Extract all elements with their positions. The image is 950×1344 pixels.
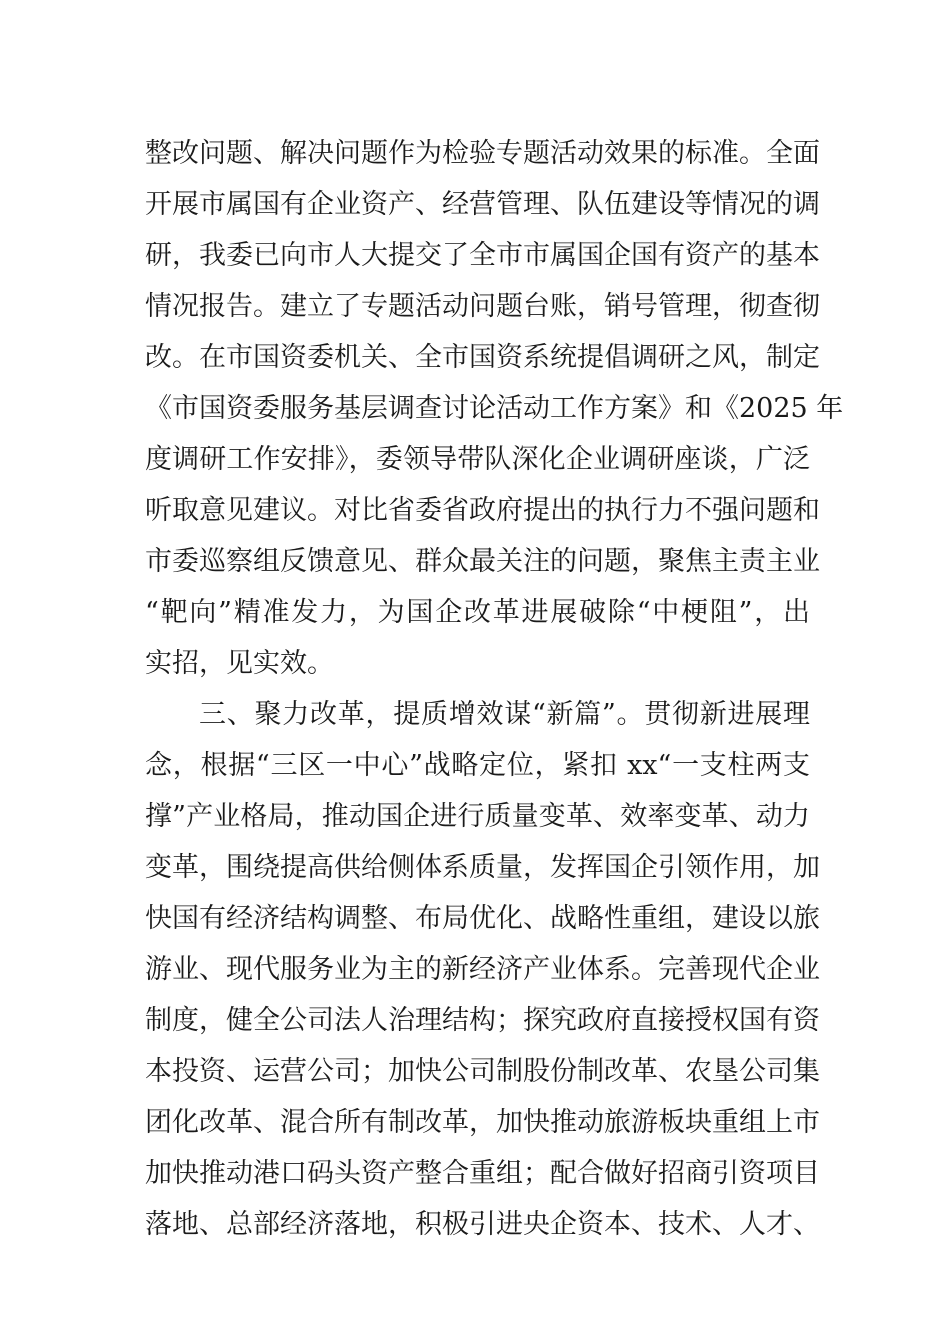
body-text — [145, 128, 844, 1250]
text-line: 游业、现代服务业为主的新经济产业体系。完善现代企业 — [145, 954, 820, 985]
text-line: 实招，见实效。 — [145, 648, 334, 679]
text-line: 念，根据“三区一中心”战略定位，紧扣 xx“一支柱两支 — [145, 750, 810, 781]
text-line: 撑”产业格局，推动国企进行质量变革、效率变革、动力 — [145, 801, 810, 832]
text-line: 开展市属国有企业资产、经营管理、队伍建设等情况的调 — [145, 189, 820, 220]
text-line: 市委巡察组反馈意见、群众最关注的问题，聚焦主责主业 — [145, 546, 820, 577]
text-line: 研，我委已向市人大提交了全市市属国企国有资产的基本 — [145, 240, 820, 271]
section-heading-line: 三、聚力改革，提质增效谋“新篇”。贯彻新进展理 — [199, 699, 810, 730]
text-line: 听取意见建议。对比省委省政府提出的执行力不强问题和 — [145, 495, 820, 526]
text-line: 本投资、运营公司；加快公司制股份制改革、农垦公司集 — [145, 1056, 820, 1087]
text-line: 变革，围绕提高供给侧体系质量，发挥国企引领作用，加 — [145, 852, 820, 883]
text-line: 快国有经济结构调整、布局优化、战略性重组，建设以旅 — [145, 903, 820, 934]
text-line: 团化改革、混合所有制改革，加快推动旅游板块重组上市 — [145, 1107, 820, 1138]
text-line: 情况报告。建立了专题活动问题台账，销号管理，彻查彻 — [145, 291, 820, 322]
text-line: 加快推动港口码头资产整合重组；配合做好招商引资项目 — [145, 1158, 820, 1189]
text-line: 度调研工作安排》，委领导带队深化企业调研座谈，广泛 — [145, 444, 810, 475]
text-line: 改。在市国资委机关、全市国资系统提倡调研之风，制定 — [145, 342, 820, 373]
text-line: 《市国资委服务基层调查讨论活动工作方案》和《2025 年 — [145, 393, 844, 424]
text-line: 整改问题、解决问题作为检验专题活动效果的标准。全面 — [145, 138, 820, 169]
text-line: 制度，健全公司法人治理结构；探究政府直接授权国有资 — [145, 1005, 820, 1036]
text-line: 落地、总部经济落地，积极引进央企资本、技术、人才、 — [145, 1209, 820, 1240]
text-line: “靶向”精准发力，为国企改革进展破除“中梗阻”，出 — [145, 597, 810, 628]
